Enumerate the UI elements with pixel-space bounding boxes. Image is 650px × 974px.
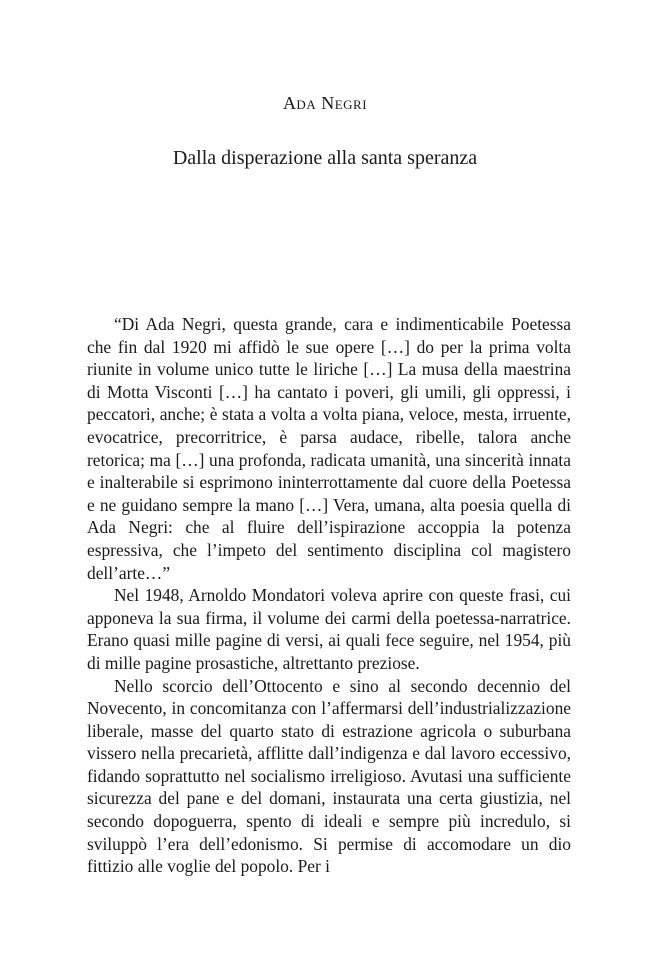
paragraph-mondadori: Nel 1948, Arnoldo Mondatori voleva aprire con queste frasi, cui apponeva la sua firma, il volume dei carmi della poetessa-narratrice. Erano quasi mille pagine di versi, ai quali fece seguire, nel 1954, più di mille pagine prosastiche, altrettanto preziose.: [87, 585, 571, 673]
body-text: [87, 313, 571, 878]
author-name: Ada Negri: [282, 93, 368, 113]
paragraph-history: Nello scorcio dell’Ottocento e sino al secondo decennio del Novecento, in concomitanza con l’affermarsi dell’industrializzazione liberale, masse del quarto stato di estrazione agricola o suburbana vissero nella precarietà, afflitte dall’indigenza e dal lavoro eccessivo, fidando soprattutto nel socialismo irreligioso. Avutasi una sufficiente sicurezza del pane e del domani, instaurata una certa giustizia, nel secondo dopoguerra, spento di ideali e sempre più incredulo, si sviluppò l’era dell’edonismo. Si permise di accomodare un dio fittizio alle voglie del popolo. Per i: [87, 675, 571, 877]
chapter-title: Dalla disperazione alla santa speranza: [172, 147, 478, 169]
paragraph-quote: “Di Ada Negri, questa grande, cara e indimenticabile Poetessa che fin dal 1920 mi affidò le sue opere […] do per la prima volta riunite in volume unico tutte le liriche […] La musa della maestrina di Motta Visconti […] ha cantato i poveri, gli umili, gli oppressi, i peccatori, anche; è stata a volta a volta piana, veloce, mesta, irruente, evocatrice, precorritrice, è parsa audace, ribelle, talora anche retorica; ma […] una profonda, radicata umanità, una sincerità innata e inalterabile si esprimono ininterrottamente dal cuore della Poetessa e ne guidano sempre la mano […] Vera, umana, alta poesia quella di Ada Negri: che al fluire dell’ispirazione accoppia la potenza espressiva, che l’impeto del sentimento disciplina col magistero dell’arte…”: [87, 314, 571, 583]
